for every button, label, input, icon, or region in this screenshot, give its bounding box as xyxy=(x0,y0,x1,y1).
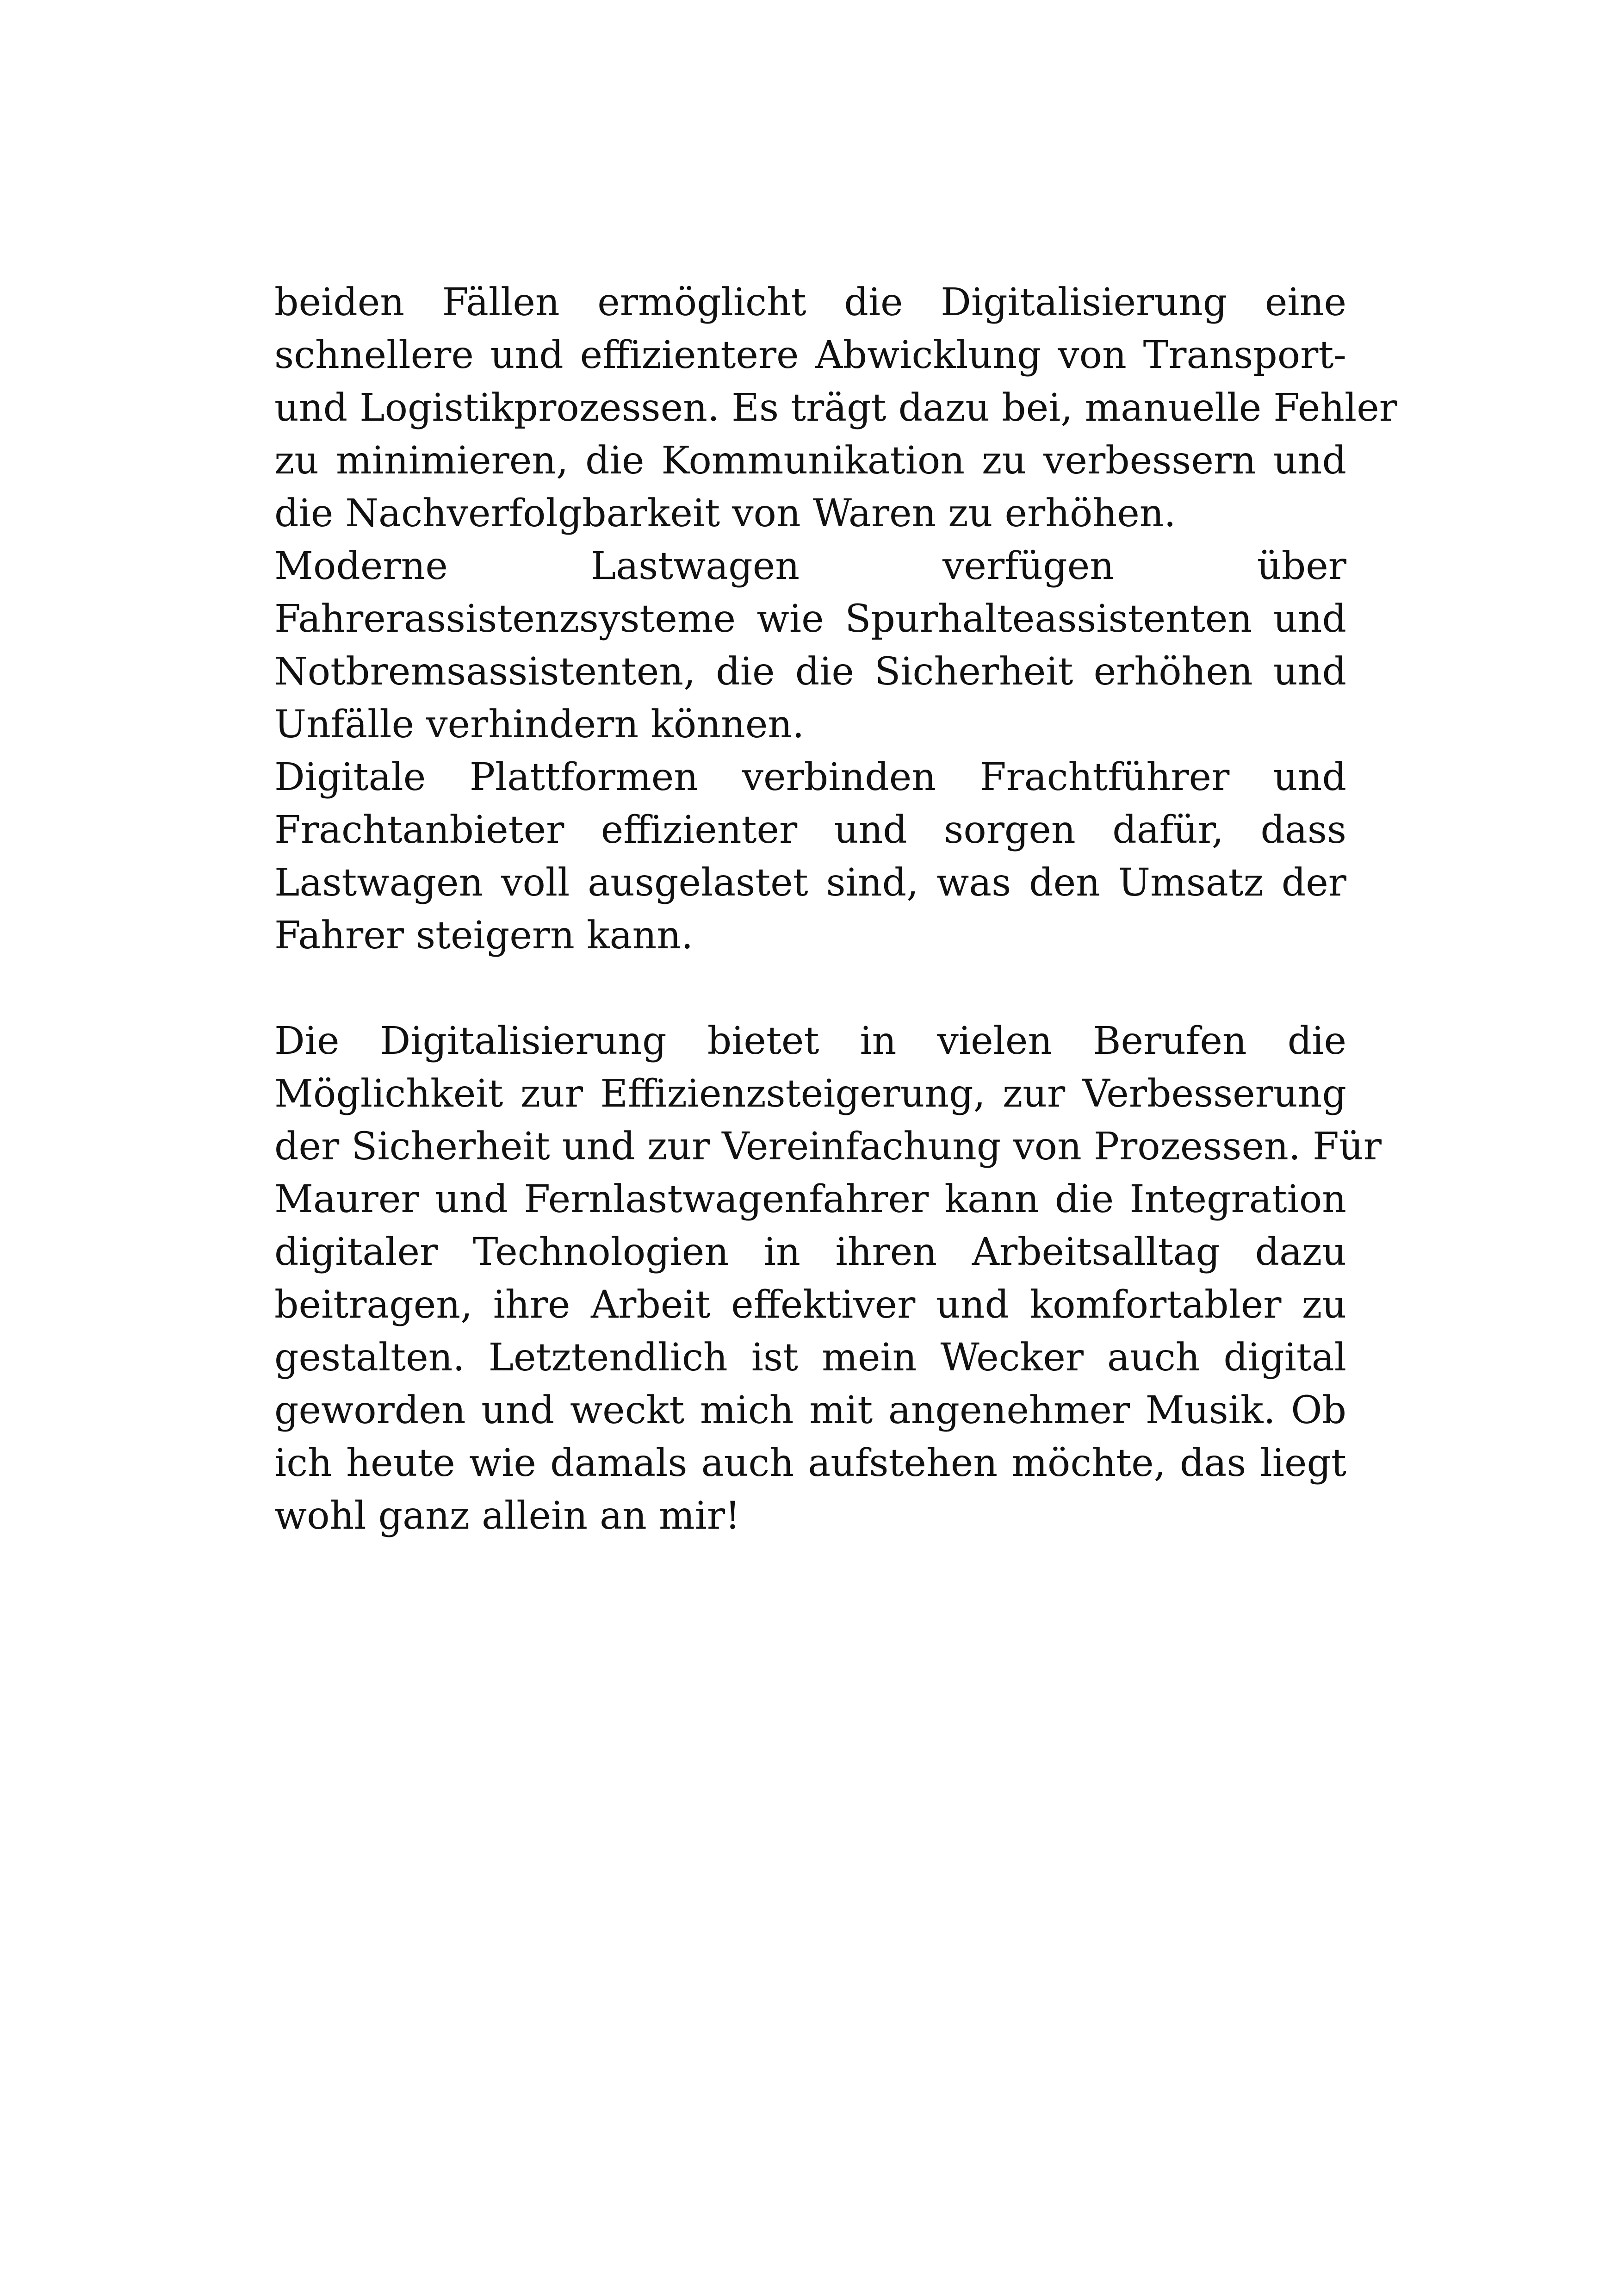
text-line: und Logistikprozessen. Es trägt dazu bei, manuelle Fehler xyxy=(274,386,1398,430)
text-line: beiden Fällen ermöglicht die Digitalisierung eine xyxy=(274,280,1346,324)
text-line: Lastwagen voll ausgelastet sind, was den Umsatz der xyxy=(274,861,1346,905)
text-line: Frachtanbieter effizienter und sorgen dafür, dass xyxy=(274,808,1346,852)
text-line: geworden und weckt mich mit angenehmer Musik. Ob xyxy=(274,1388,1346,1432)
text-line: Fahrer steigern kann. xyxy=(274,914,694,958)
text-line: Notbremsassistenten, die die Sicherheit erhöhen und xyxy=(274,650,1346,694)
text-line: Die Digitalisierung bietet in vielen Berufen die xyxy=(274,1019,1346,1063)
text-line: Maurer und Fernlastwagenfahrer kann die Integration xyxy=(274,1177,1346,1221)
text-line: zu minimieren, die Kommunikation zu verbessern und xyxy=(274,439,1346,483)
text-line: Möglichkeit zur Effizienzsteigerung, zur Verbesserung xyxy=(274,1072,1346,1116)
text-line: gestalten. Letztendlich ist mein Wecker auch digital xyxy=(274,1336,1346,1380)
text-line: Unfälle verhindern können. xyxy=(274,703,805,747)
text-line: beitragen, ihre Arbeit effektiver und komfortabler zu xyxy=(274,1283,1346,1327)
text-line: wohl ganz allein an mir! xyxy=(274,1494,740,1538)
text-line: digitaler Technologien in ihren Arbeitsalltag dazu xyxy=(274,1230,1346,1274)
text-line: die Nachverfolgbarkeit von Waren zu erhöhen. xyxy=(274,492,1176,535)
text-line: der Sicherheit und zur Vereinfachung von Prozessen. Für xyxy=(274,1125,1382,1169)
text-line: schnellere und effizientere Abwicklung von Transport- xyxy=(274,333,1346,377)
text-line: ich heute wie damals auch aufstehen möchte, das liegt xyxy=(274,1441,1346,1485)
text-line: Moderne Lastwagen verfügen über xyxy=(274,544,1346,588)
text-line: Digitale Plattformen verbinden Frachtführer und xyxy=(274,755,1346,799)
text-line: Fahrerassistenzsysteme wie Spurhalteassistenten und xyxy=(274,597,1346,641)
